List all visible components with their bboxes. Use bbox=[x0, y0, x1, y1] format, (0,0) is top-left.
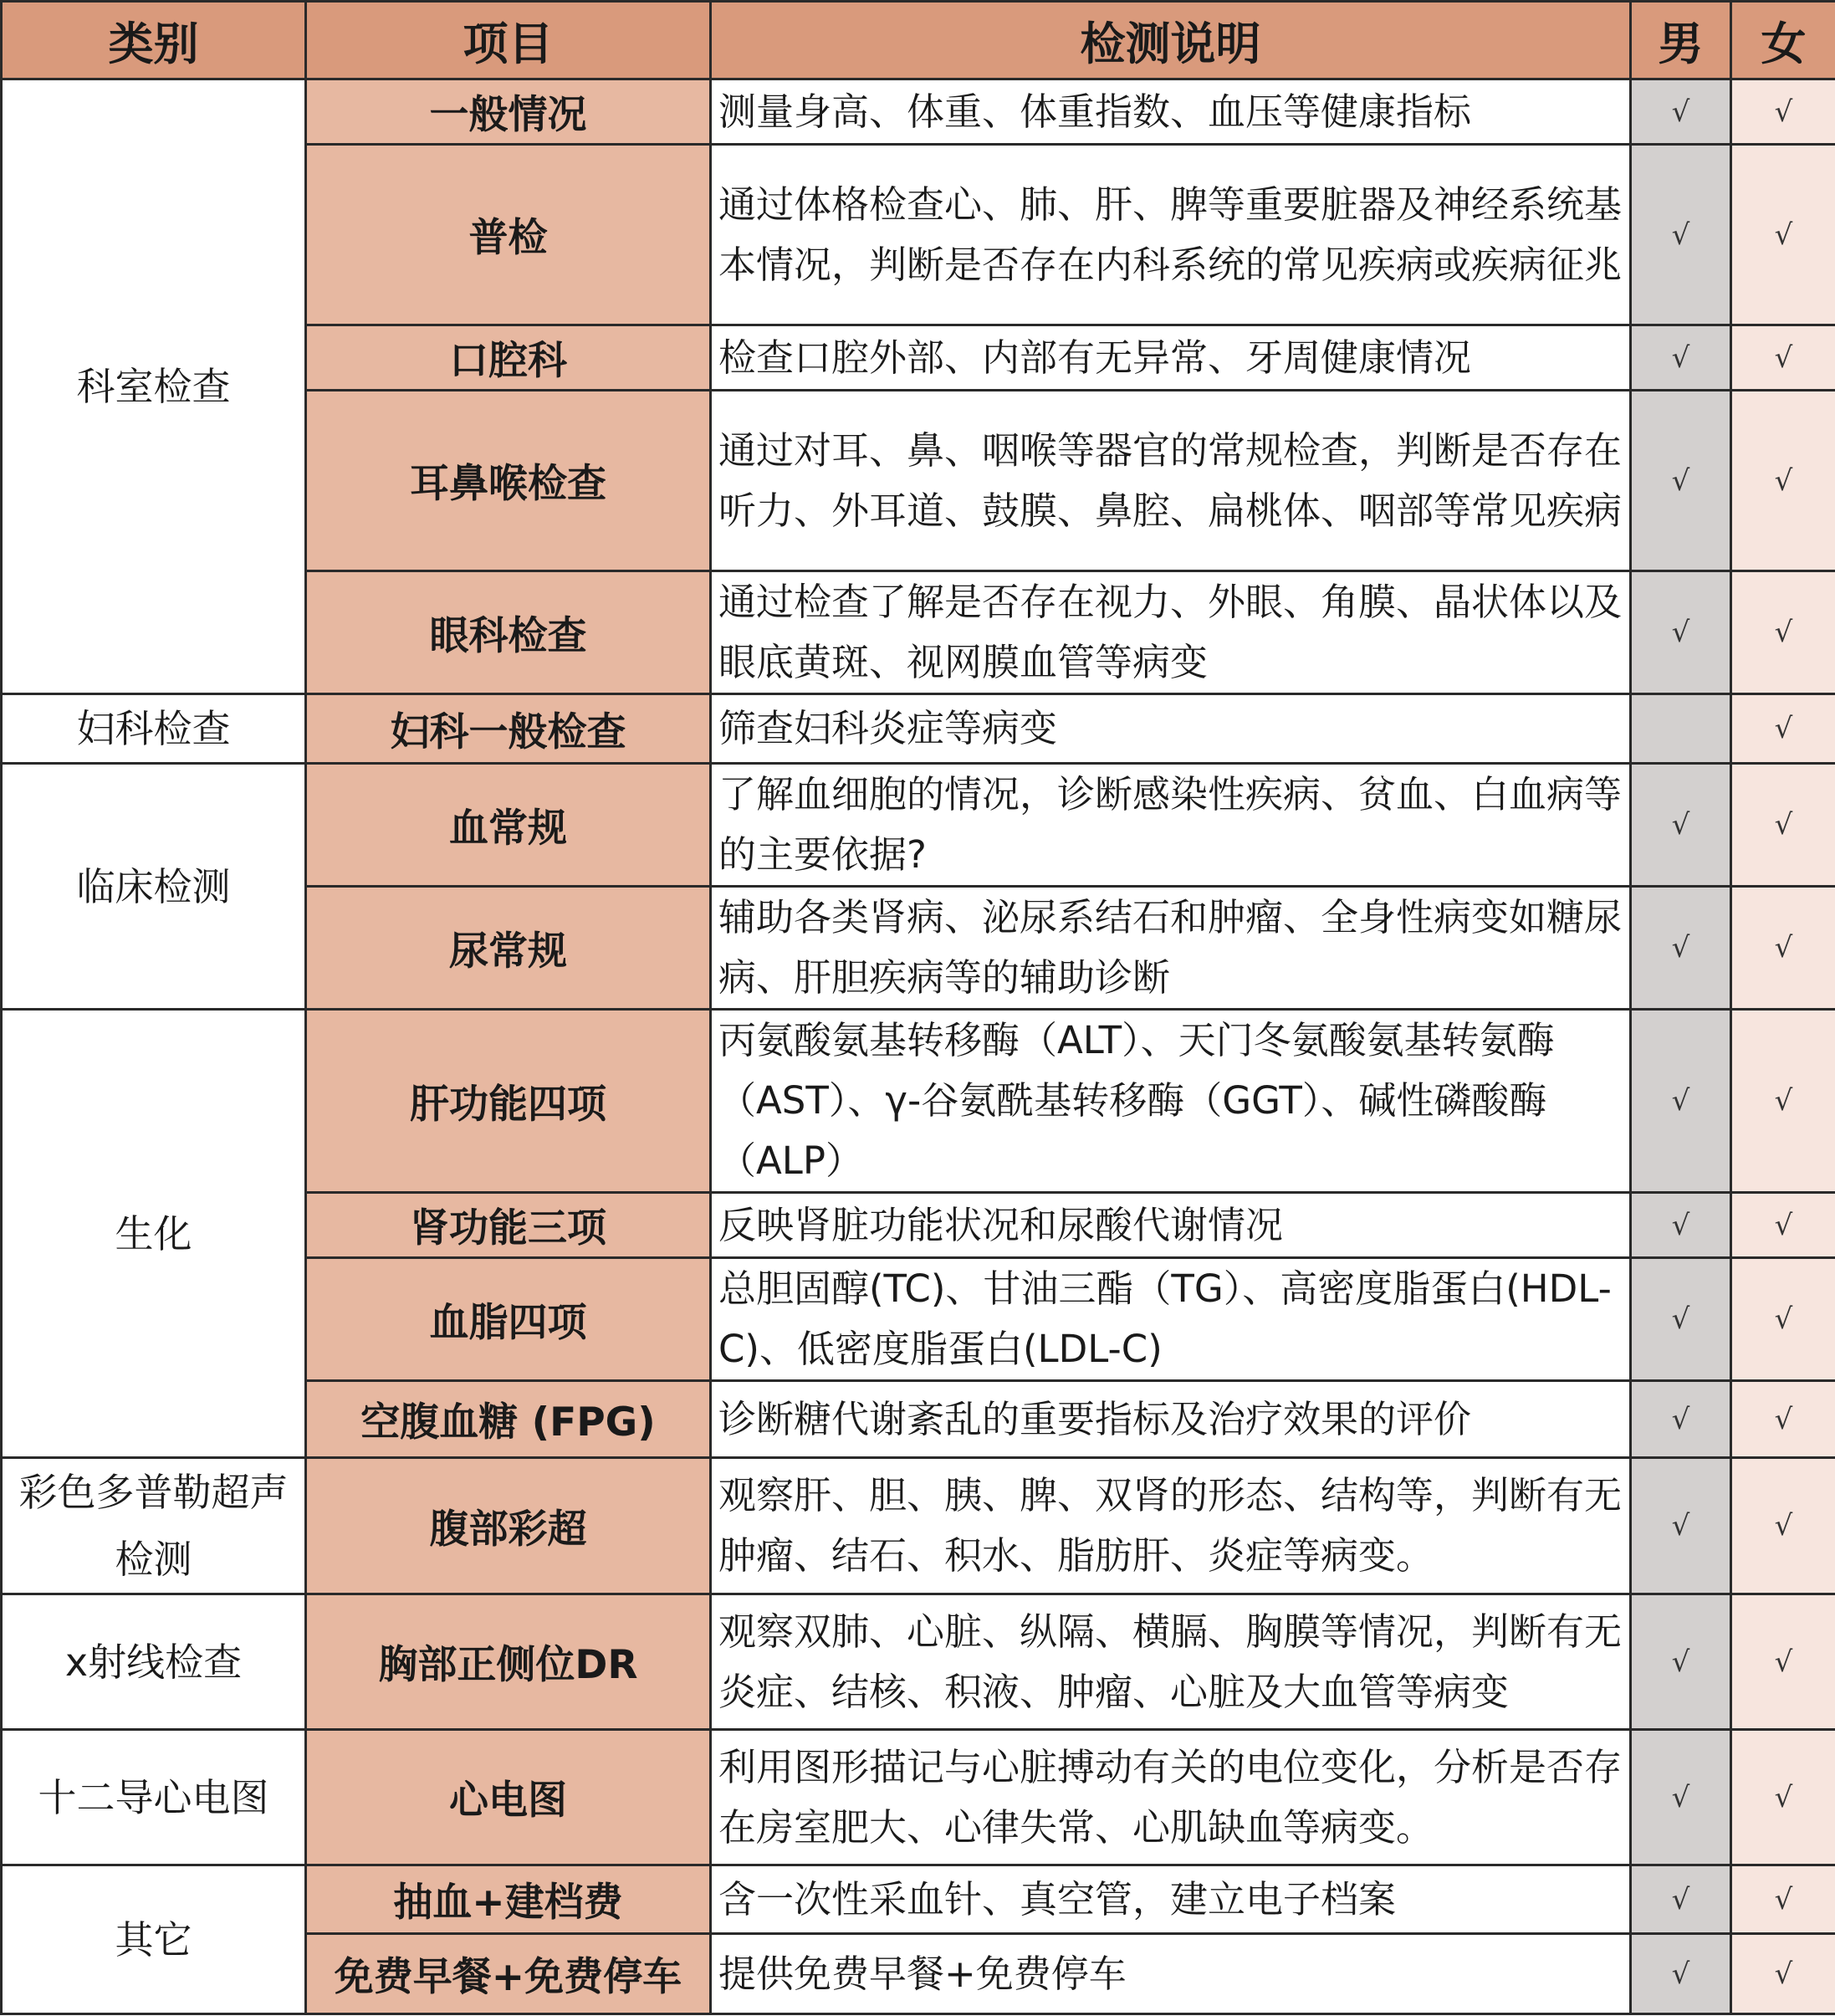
description-cell: 总胆固醇(TC)、甘油三酯（TG）、高密度脂蛋白(HDL-C)、低密度脂蛋白(LDL-C) bbox=[711, 1258, 1631, 1381]
description-cell: 反映肾脏功能状况和尿酸代谢情况 bbox=[711, 1193, 1631, 1258]
item-cell: 肾功能三项 bbox=[306, 1193, 711, 1258]
item-cell: 眼科检查 bbox=[306, 571, 711, 694]
header-row bbox=[2, 2, 1835, 79]
category-cell: 其它 bbox=[2, 1865, 306, 2014]
table-row bbox=[2, 1010, 1835, 1193]
description-cell: 检查口腔外部、内部有无异常、牙周健康情况 bbox=[711, 325, 1631, 391]
description-cell: 利用图形描记与心脏搏动有关的电位变化，分析是否存在房室肥大、心律失常、心肌缺血等病变。 bbox=[711, 1730, 1631, 1865]
header-category: 类别 bbox=[2, 2, 306, 79]
category-cell: 十二导心电图 bbox=[2, 1730, 306, 1865]
male-check: √ bbox=[1631, 1381, 1731, 1458]
item-cell: 免费早餐+免费停车 bbox=[306, 1934, 711, 2014]
description-cell: 含一次性采血针、真空管，建立电子档案 bbox=[711, 1865, 1631, 1934]
female-check: √ bbox=[1731, 145, 1835, 325]
item-cell: 血常规 bbox=[306, 764, 711, 887]
male-check: √ bbox=[1631, 1258, 1731, 1381]
description-cell: 筛查妇科炎症等病变 bbox=[711, 694, 1631, 764]
item-cell: 尿常规 bbox=[306, 887, 711, 1010]
header-item: 项目 bbox=[306, 2, 711, 79]
female-check: √ bbox=[1731, 1193, 1835, 1258]
table-row bbox=[2, 694, 1835, 764]
table-row bbox=[2, 764, 1835, 887]
male-check: √ bbox=[1631, 391, 1731, 571]
description-cell: 了解血细胞的情况，诊断感染性疾病、贫血、白血病等的主要依据? bbox=[711, 764, 1631, 887]
female-check: √ bbox=[1731, 325, 1835, 391]
item-cell: 口腔科 bbox=[306, 325, 711, 391]
male-check: √ bbox=[1631, 1594, 1731, 1730]
male-check: √ bbox=[1631, 1730, 1731, 1865]
item-cell: 抽血+建档费 bbox=[306, 1865, 711, 1934]
category-cell: 生化 bbox=[2, 1010, 306, 1458]
description-cell: 通过对耳、鼻、咽喉等器官的常规检查，判断是否存在听力、外耳道、鼓膜、鼻腔、扁桃体、咽部等常见疾病 bbox=[711, 391, 1631, 571]
description-cell: 丙氨酸氨基转移酶（ALT）、天门冬氨酸氨基转氨酶（AST）、γ-谷氨酰基转移酶（GGT）、碱性磷酸酶（ALP） bbox=[711, 1010, 1631, 1193]
category-cell: x射线检查 bbox=[2, 1594, 306, 1730]
description-cell: 观察肝、胆、胰、脾、双肾的形态、结构等，判断有无肿瘤、结石、积水、脂肪肝、炎症等病变。 bbox=[711, 1458, 1631, 1594]
female-check: √ bbox=[1731, 1010, 1835, 1193]
category-cell: 彩色多普勒超声检测 bbox=[2, 1458, 306, 1594]
description-cell: 提供免费早餐+免费停车 bbox=[711, 1934, 1631, 2014]
item-cell: 心电图 bbox=[306, 1730, 711, 1865]
description-cell: 测量身高、体重、体重指数、血压等健康指标 bbox=[711, 79, 1631, 145]
item-cell: 一般情况 bbox=[306, 79, 711, 145]
male-check: √ bbox=[1631, 571, 1731, 694]
female-check: √ bbox=[1731, 1381, 1835, 1458]
male-check: √ bbox=[1631, 764, 1731, 887]
item-cell: 空腹血糖 (FPG) bbox=[306, 1381, 711, 1458]
item-cell: 胸部正侧位DR bbox=[306, 1594, 711, 1730]
male-check bbox=[1631, 694, 1731, 764]
male-check: √ bbox=[1631, 1193, 1731, 1258]
female-check: √ bbox=[1731, 1594, 1835, 1730]
female-check: √ bbox=[1731, 1458, 1835, 1594]
female-check: √ bbox=[1731, 694, 1835, 764]
female-check: √ bbox=[1731, 391, 1835, 571]
male-check: √ bbox=[1631, 325, 1731, 391]
female-check: √ bbox=[1731, 764, 1835, 887]
item-cell: 耳鼻喉检查 bbox=[306, 391, 711, 571]
female-check: √ bbox=[1731, 1258, 1835, 1381]
table-row bbox=[2, 1730, 1835, 1865]
description-cell: 观察双肺、心脏、纵隔、横膈、胸膜等情况，判断有无炎症、结核、积液、肿瘤、心脏及大血管等病变 bbox=[711, 1594, 1631, 1730]
male-check: √ bbox=[1631, 1865, 1731, 1934]
table-row bbox=[2, 1594, 1835, 1730]
item-cell: 肝功能四项 bbox=[306, 1010, 711, 1193]
header-male: 男 bbox=[1631, 2, 1731, 79]
header-female: 女 bbox=[1731, 2, 1835, 79]
male-check: √ bbox=[1631, 1458, 1731, 1594]
description-cell: 通过检查了解是否存在视力、外眼、角膜、晶状体以及眼底黄斑、视网膜血管等病变 bbox=[711, 571, 1631, 694]
description-cell: 诊断糖代谢紊乱的重要指标及治疗效果的评价 bbox=[711, 1381, 1631, 1458]
description-cell: 通过体格检查心、肺、肝、脾等重要脏器及神经系统基本情况，判断是否存在内科系统的常见疾病或疾病征兆 bbox=[711, 145, 1631, 325]
item-cell: 血脂四项 bbox=[306, 1258, 711, 1381]
female-check: √ bbox=[1731, 1865, 1835, 1934]
male-check: √ bbox=[1631, 887, 1731, 1010]
category-cell: 妇科检查 bbox=[2, 694, 306, 764]
item-cell: 腹部彩超 bbox=[306, 1458, 711, 1594]
female-check: √ bbox=[1731, 887, 1835, 1010]
header-description: 检测说明 bbox=[711, 2, 1631, 79]
category-cell: 临床检测 bbox=[2, 764, 306, 1010]
item-cell: 普检 bbox=[306, 145, 711, 325]
male-check: √ bbox=[1631, 1010, 1731, 1193]
male-check: √ bbox=[1631, 79, 1731, 145]
table-row bbox=[2, 79, 1835, 145]
male-check: √ bbox=[1631, 145, 1731, 325]
female-check: √ bbox=[1731, 1730, 1835, 1865]
female-check: √ bbox=[1731, 79, 1835, 145]
description-cell: 辅助各类肾病、泌尿系结石和肿瘤、全身性病变如糖尿病、肝胆疾病等的辅助诊断 bbox=[711, 887, 1631, 1010]
female-check: √ bbox=[1731, 1934, 1835, 2014]
male-check: √ bbox=[1631, 1934, 1731, 2014]
table-row bbox=[2, 1458, 1835, 1594]
female-check: √ bbox=[1731, 571, 1835, 694]
item-cell: 妇科一般检查 bbox=[306, 694, 711, 764]
category-cell: 科室检查 bbox=[2, 79, 306, 694]
table-row bbox=[2, 1865, 1835, 1934]
